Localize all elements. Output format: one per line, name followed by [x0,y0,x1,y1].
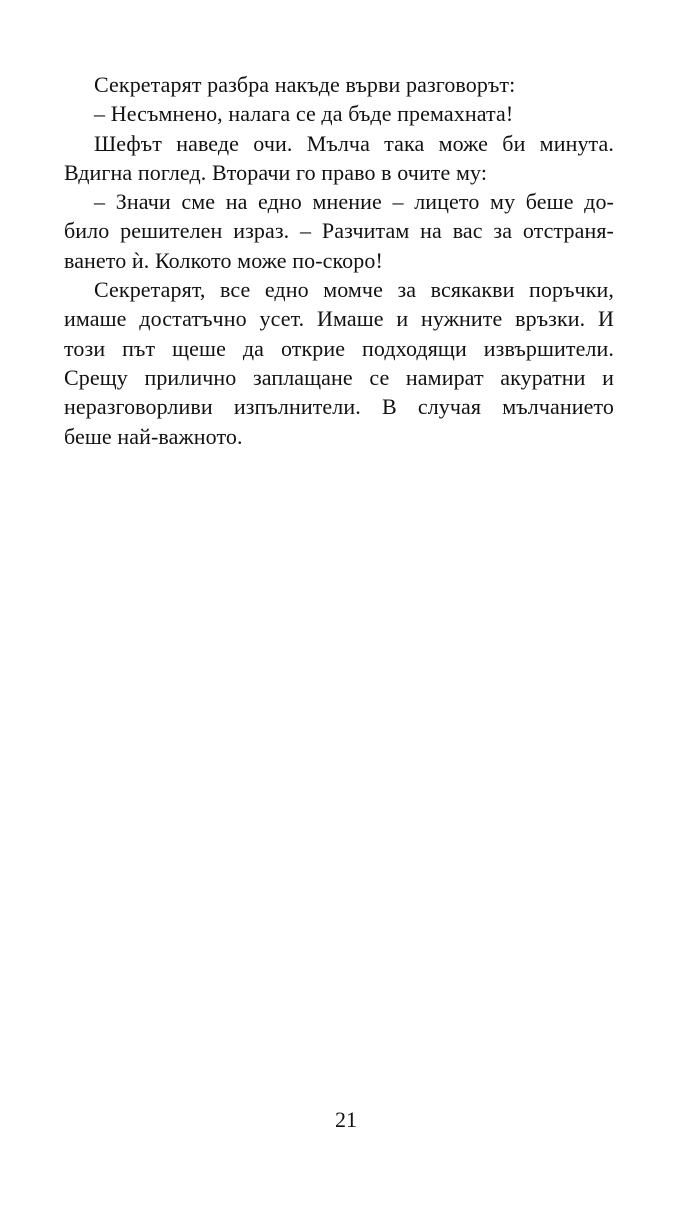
text-line: Секретарят, все едно момче за всякакви поръчки, [94,277,614,303]
body-text [64,70,614,451]
page-number: 21 [335,1107,357,1132]
text-line: имаше достатъчно усет. Имаше и нужните връзки. И [64,306,614,332]
text-line: Срещу прилично заплащане се намират акуратни и [64,364,614,390]
text-line: – Значи сме на едно мнение – лицето му беше до- [94,189,614,215]
text-line: – Несъмнено, налага се да бъде премахната! [94,101,514,127]
text-line: беше най-важното. [64,423,243,449]
text-line: Шефът наведе очи. Мълча така може би минута. [94,130,614,156]
text-line: Вдигна поглед. Вторачи го право в очите му: [64,159,488,185]
text-line: ването ѝ. Колкото може по-скоро! [64,247,383,273]
text-line: този път щеше да открие подходящи извършители. [64,335,614,361]
text-line: било решителен израз. – Разчитам на вас за отстраня- [64,218,614,244]
text-line: Секретарят разбра накъде върви разговорът: [94,72,516,97]
text-line: неразговорливи изпълнители. В случая мълчанието [64,394,614,420]
